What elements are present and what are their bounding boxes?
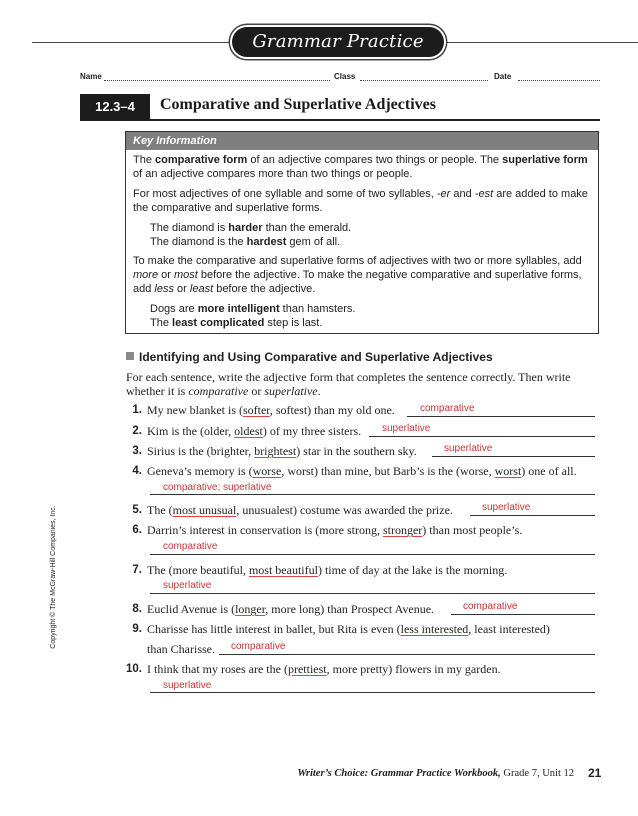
item-number: 10.: [126, 663, 142, 675]
item-sentence: Sirius is the (brighter, brightest) star in the southern sky.: [147, 444, 417, 458]
item-sentence: My new blanket is (softer, softest) than my old one.: [147, 403, 395, 417]
date-field-line: [518, 80, 600, 81]
answer-line[interactable]: [470, 515, 595, 516]
answer-line[interactable]: [407, 416, 595, 417]
answer-line[interactable]: [369, 436, 595, 437]
item-sentence-continued: than Charisse.: [147, 642, 215, 656]
item-number: 9.: [132, 623, 142, 635]
name-field-line: [104, 80, 330, 81]
item-sentence: Darrin’s interest in conservation is (more strong, stronger) than most people’s.: [147, 523, 523, 537]
copyright-notice: Copyright © The McGraw-Hill Companies, Inc.: [50, 505, 57, 649]
lesson-title: Comparative and Superlative Adjectives: [160, 96, 436, 113]
heading-rule: [80, 119, 600, 121]
class-label: Class: [334, 72, 356, 81]
item-number: 3.: [132, 445, 142, 457]
answer-text: comparative: [163, 541, 218, 552]
key-example-3: Dogs are more intelligent than hamsters.: [150, 303, 356, 315]
answer-text: superlative: [482, 502, 531, 513]
footer-citation: Writer’s Choice: Grammar Practice Workbook, Grade 7, Unit 12: [297, 768, 574, 779]
answer-line[interactable]: [150, 494, 595, 495]
item-number: 8.: [132, 603, 142, 615]
answer-text: comparative; superlative: [163, 482, 272, 493]
key-information-box: [125, 131, 599, 334]
item-sentence: Charisse has little interest in ballet, but Rita is even (less interested, least interested): [147, 622, 550, 636]
answer-line[interactable]: [150, 692, 595, 693]
key-information-body: [133, 153, 590, 335]
item-number: 7.: [132, 564, 142, 576]
answer-text: comparative: [420, 403, 475, 414]
answer-text: superlative: [163, 580, 212, 591]
item-number: 1.: [132, 404, 142, 416]
answer-line[interactable]: [451, 614, 595, 615]
name-label: Name: [80, 72, 102, 81]
key-example-1: The diamond is harder than the emerald.: [150, 222, 352, 234]
section-heading: Identifying and Using Comparative and Superlative Adjectives: [126, 350, 493, 364]
item-sentence: Kim is the (older, oldest) of my three sisters.: [147, 424, 362, 438]
key-information-heading: Key Information: [126, 132, 598, 150]
key-paragraph-2: For most adjectives of one syllable and some of two syllables, -er and -est are added to make the comparative and superlative forms.: [133, 188, 588, 214]
date-label: Date: [494, 72, 512, 81]
item-number: 6.: [132, 524, 142, 536]
key-example-2: The diamond is the hardest gem of all.: [150, 236, 341, 248]
item-number: 5.: [132, 504, 142, 516]
key-paragraph-3: To make the comparative and superlative forms of adjectives with two or more syllables, add more or most before the adjective. To make the negative comparative and superlative forms, add less or least before the adjective.: [133, 255, 582, 295]
item-sentence: The (most unusual, unusualest) costume was awarded the prize.: [147, 503, 453, 517]
section-square-icon: [126, 352, 134, 360]
item-sentence: The (more beautiful, most beautiful) time of day at the lake is the morning.: [147, 563, 508, 577]
item-sentence: Geneva’s memory is (worse, worst) than mine, but Barb’s is the (worse, worst) one of all.: [147, 464, 577, 478]
answer-text: superlative: [444, 443, 493, 454]
item-number: 4.: [132, 465, 142, 477]
answer-line[interactable]: [150, 593, 595, 594]
class-field-line: [360, 80, 488, 81]
page-number: 21: [588, 766, 602, 780]
section-instructions: For each sentence, write the adjective form that completes the sentence correctly. Then write whether it is comparative or superlative.: [126, 370, 571, 398]
answer-text: superlative: [163, 680, 212, 691]
answer-line[interactable]: [219, 654, 595, 655]
lesson-number: 12.3–4: [80, 94, 150, 120]
item-number: 2.: [132, 425, 142, 437]
key-example-4: The least complicated step is last.: [150, 317, 323, 329]
answer-line[interactable]: [432, 456, 595, 457]
key-paragraph-1: The comparative form of an adjective compares two things or people. The superlative form of an adjective compares more than two things or people.: [133, 154, 588, 180]
answer-text: superlative: [382, 423, 431, 434]
banner-title: Grammar Practice: [232, 27, 444, 57]
item-sentence: Euclid Avenue is (longer, more long) than Prospect Avenue.: [147, 602, 435, 616]
item-sentence: I think that my roses are the (prettiest, more pretty) flowers in my garden.: [147, 662, 501, 676]
answer-text: comparative: [463, 601, 518, 612]
answer-text: comparative: [231, 641, 286, 652]
answer-line[interactable]: [150, 554, 595, 555]
